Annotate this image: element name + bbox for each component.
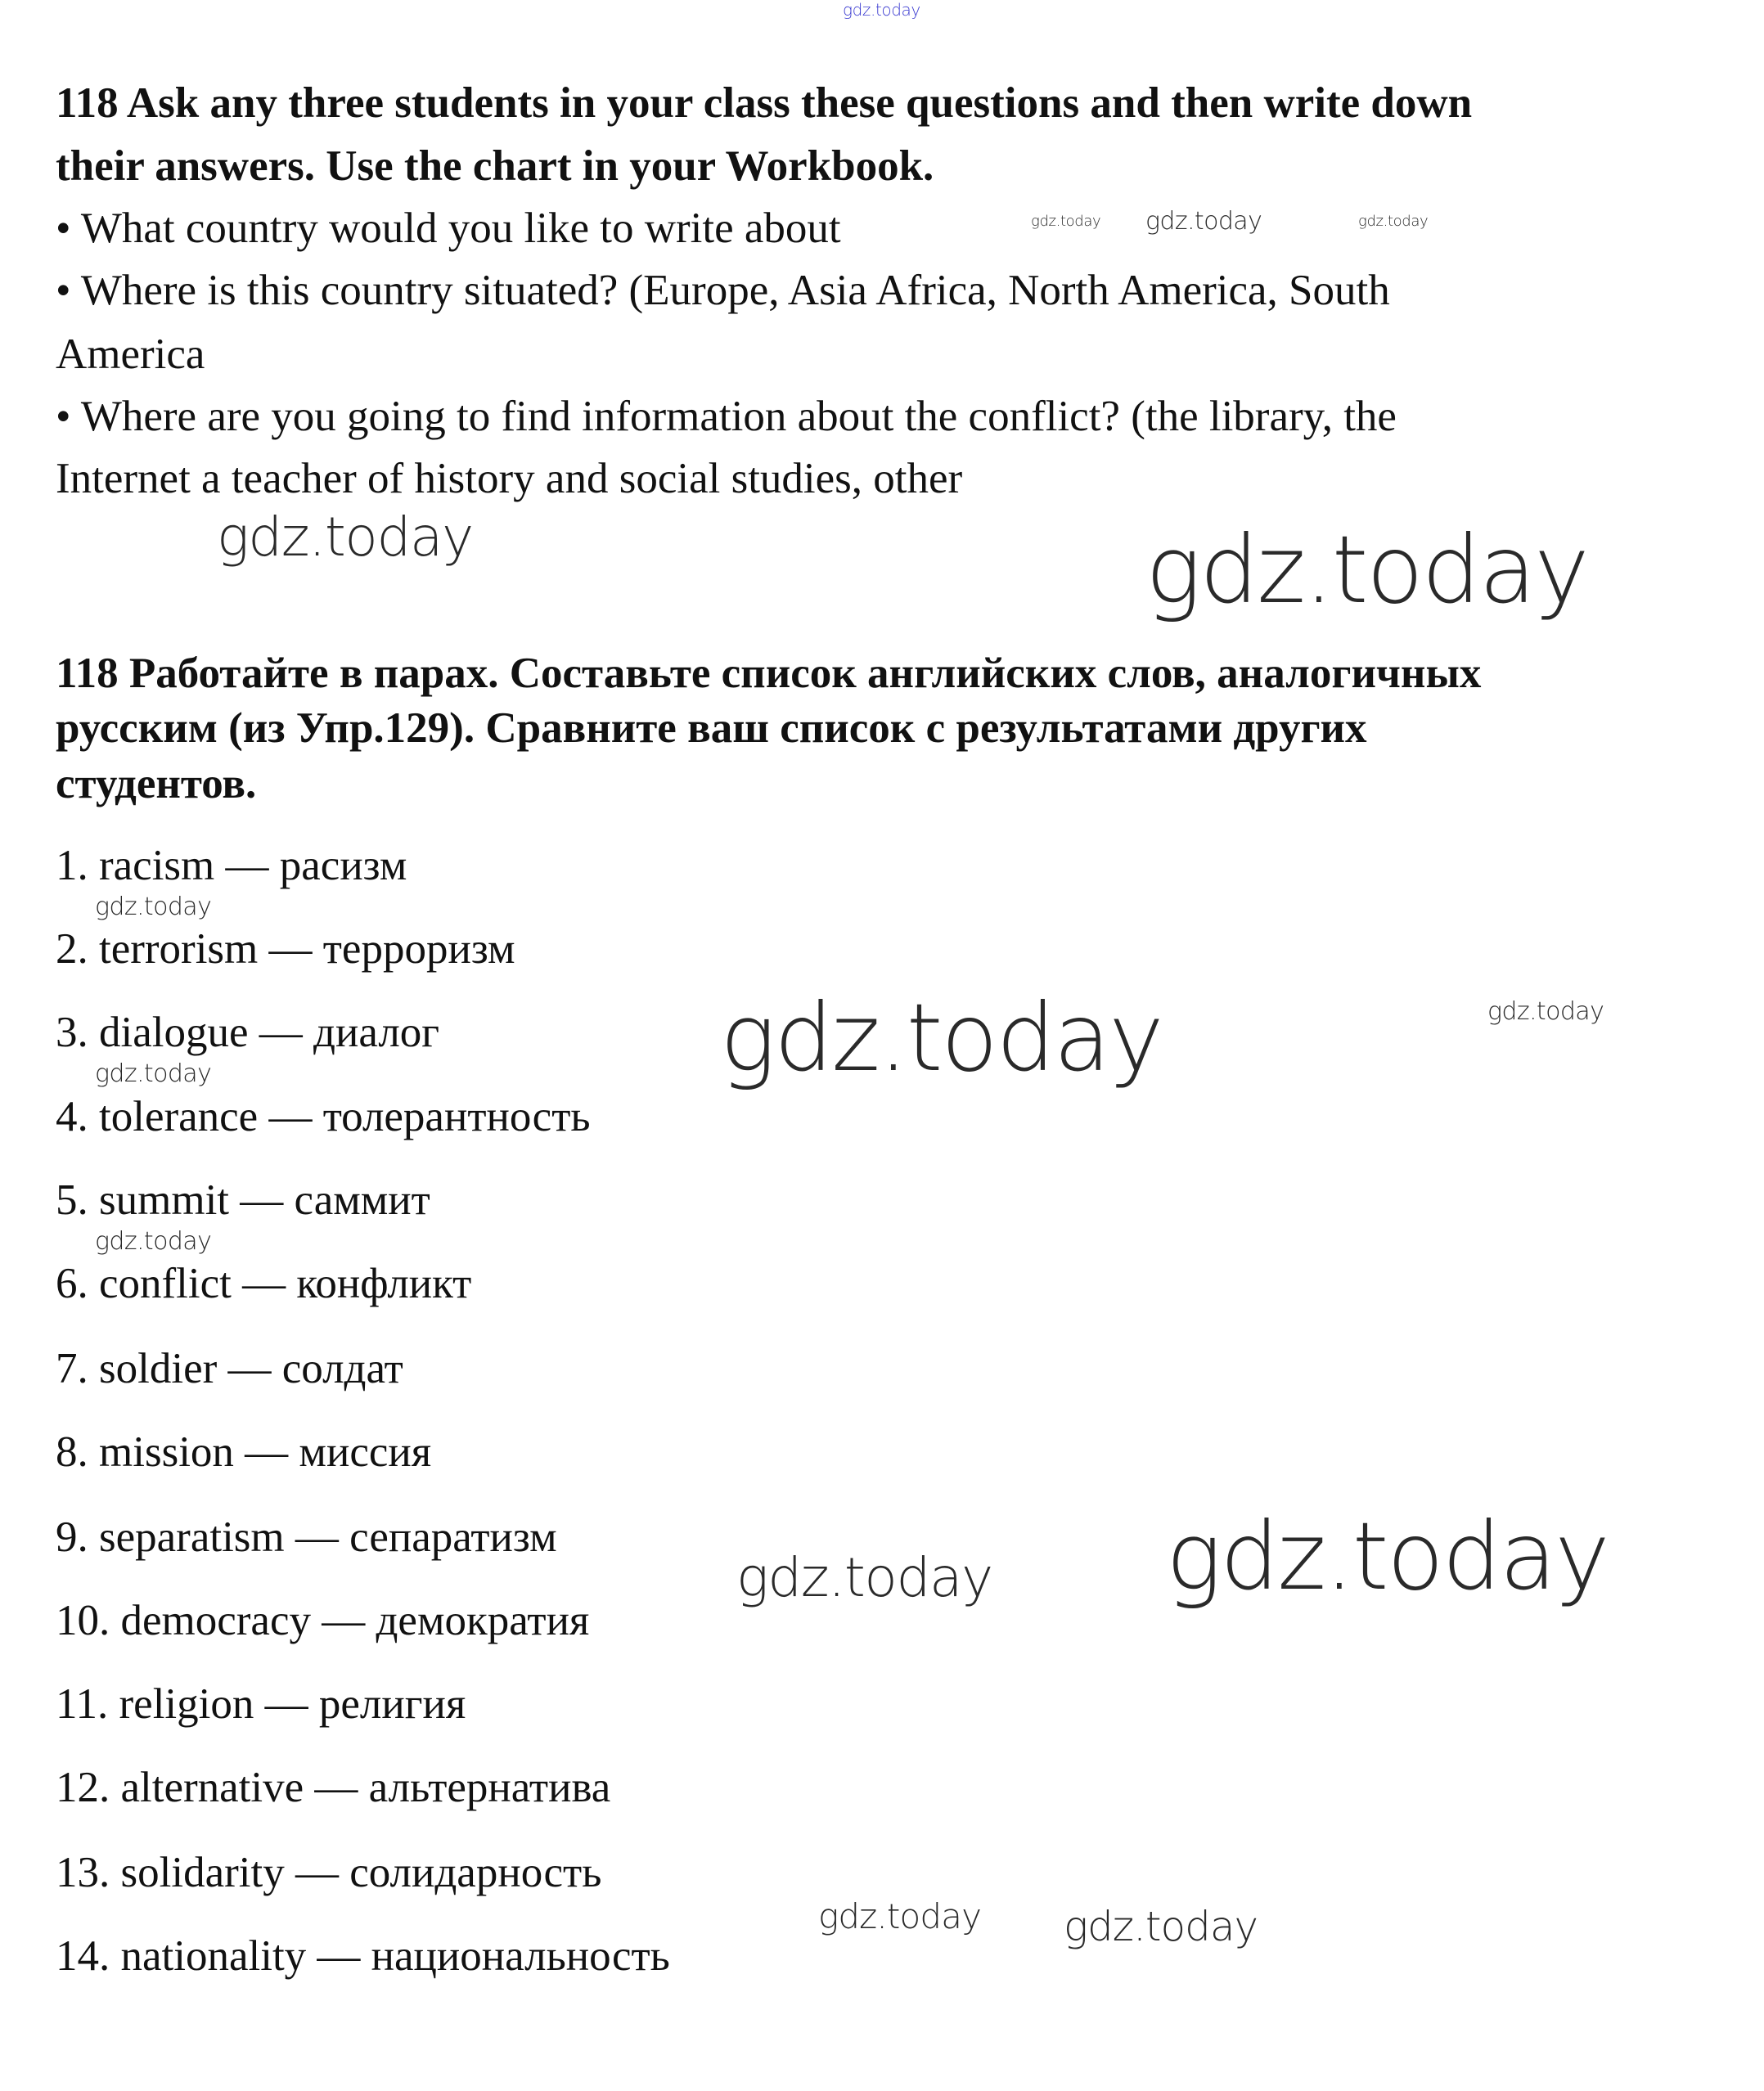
word-pair-item: 6. conflict — конфликт xyxy=(56,1260,472,1307)
watermark: gdz.today xyxy=(1145,207,1262,236)
word-pair-item: 13. solidarity — солидарность xyxy=(56,1849,602,1896)
watermark: gdz.today xyxy=(95,1059,212,1088)
watermark: gdz.today xyxy=(95,893,212,921)
watermark: gdz.today xyxy=(1064,1903,1258,1950)
word-pair-item: 14. nationality — национальность xyxy=(56,1932,670,1980)
watermark: gdz.today xyxy=(95,1227,212,1256)
word-pair-item: 7. soldier — солдат xyxy=(56,1345,403,1392)
exercise-1-title-line-2: their answers. Use the chart in your Workbook. xyxy=(56,142,934,190)
word-pair-item: 11. religion — религия xyxy=(56,1680,466,1728)
watermark: gdz.today xyxy=(1166,1502,1609,1611)
exercise-1-title-line-1: 118 Ask any three students in your class these questions and then write down xyxy=(56,79,1473,127)
watermark: gdz.today xyxy=(818,1896,982,1936)
word-pair-item: 9. separatism — сепаратизм xyxy=(56,1513,557,1561)
watermark: gdz.today xyxy=(736,1546,992,1609)
word-pair-item: 1. racism — расизм xyxy=(56,842,407,889)
exercise-2-title-line: русским (из Упр.129). Сравните ваш список с результатами других xyxy=(56,704,1367,752)
question-line: • Where are you going to find information about the conflict? (the library, the xyxy=(56,393,1397,440)
word-pair-item: 5. summit — саммит xyxy=(56,1176,430,1224)
question-line: • Where is this country situated? (Europe, Asia Africa, North America, South xyxy=(56,267,1390,314)
exercise-2-title-line: студентов. xyxy=(56,760,257,807)
watermark: gdz.today xyxy=(1487,997,1604,1026)
top-watermark: gdz.today xyxy=(843,0,920,20)
exercise-2-title-line: 118 Работайте в парах. Составьте список английских слов, аналогичных xyxy=(56,650,1482,697)
word-pair-item: 12. alternative — альтернатива xyxy=(56,1764,611,1811)
word-pair-item: 8. mission — миссия xyxy=(56,1428,432,1476)
question-line: • What country would you like to write about xyxy=(56,205,841,252)
word-pair-item: 4. tolerance — толерантность xyxy=(56,1093,591,1140)
watermark: gdz.today xyxy=(1358,213,1429,230)
word-pair-item: 2. terrorism — терроризм xyxy=(56,925,515,973)
word-pair-item: 10. democracy — демократия xyxy=(56,1597,590,1644)
watermark: gdz.today xyxy=(1031,213,1101,230)
question-line: Internet a teacher of history and social studies, other xyxy=(56,455,963,502)
word-pair-item: 3. dialogue — диалог xyxy=(56,1009,440,1056)
question-line: America xyxy=(56,331,205,378)
watermark: gdz.today xyxy=(1145,515,1588,624)
watermark: gdz.today xyxy=(720,983,1163,1092)
watermark: gdz.today xyxy=(217,506,473,569)
